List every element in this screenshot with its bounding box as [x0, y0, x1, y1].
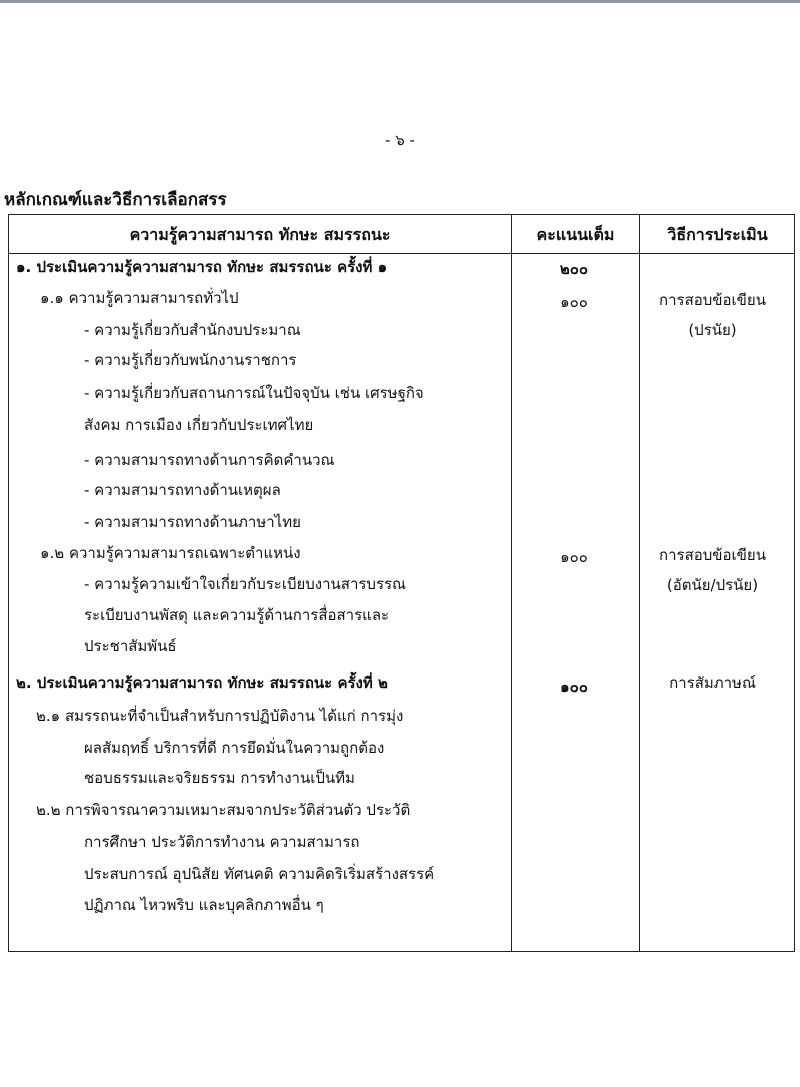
- list-item: - ความสามารถทางด้านภาษาไทย: [84, 513, 301, 531]
- top-border-line: [0, 0, 800, 3]
- list-item: - ความรู้เกี่ยวกับสถานการณ์ในปัจจุบัน เช่น เศรษฐกิจ: [84, 384, 424, 402]
- list-item: - ความรู้เกี่ยวกับสำนักงบประมาณ: [84, 321, 301, 339]
- subsection-2-2-line: การศึกษา ประวัติการทำงาน ความสามารถ: [84, 833, 360, 851]
- subsection-2-2-line: ประสบการณ์ อุปนิสัย ทัศนคติ ความคิดริเริ่มสร้างสรรค์: [84, 865, 435, 883]
- subsection-1-1-title: ๑.๑ ความรู้ความสามารถทั่วไป: [40, 289, 239, 307]
- subsection-2-2-line: ปฏิภาณ ไหวพริบ และบุคลิกภาพอื่น ๆ: [84, 896, 324, 914]
- subsection-1-2-score: ๑๐๐: [560, 548, 588, 566]
- document-heading: หลักเกณฑ์และวิธีการเลือกสรร: [4, 190, 227, 210]
- list-item: ระเบียบงานพัสดุ และความรู้ด้านการสื่อสารและ: [84, 606, 390, 624]
- list-item: สังคม การเมือง เกี่ยวกับประเทศไทย: [84, 416, 314, 434]
- subsection-2-1-line: ผลสัมฤทธิ์ บริการที่ดี การยึดมั่นในความถูกต้อง: [84, 739, 385, 757]
- subsection-2-1-line: ชอบธรรมและจริยธรรม การทำงานเป็นทีม: [84, 769, 355, 787]
- column-divider: [511, 215, 512, 951]
- header-competency: ความรู้ความสามารถ ทักษะ สมรรถนะ: [129, 225, 391, 244]
- list-item: - ความรู้เกี่ยวกับพนักงานราชการ: [84, 351, 297, 369]
- section-1-score: ๒๐๐: [559, 260, 589, 278]
- section-2-method: การสัมภาษณ์: [669, 674, 756, 692]
- list-item: - ความสามารถทางด้านการคิดคำนวณ: [84, 451, 335, 469]
- subsection-1-1-method: [640, 285, 785, 345]
- subsection-1-2-title: ๑.๒ ความรู้ความสามารถเฉพาะตำแหน่ง: [40, 544, 301, 562]
- method-line: (อัตนัย/ปรนัย): [666, 576, 759, 594]
- header-method: วิธีการประเมิน: [667, 225, 768, 244]
- section-2-title: ๒. ประเมินความรู้ความสามารถ ทักษะ สมรรถนะ ครั้งที่ ๒: [16, 674, 388, 692]
- method-line: การสอบข้อเขียน: [659, 546, 766, 564]
- page-number: - ๖ -: [385, 131, 415, 149]
- section-1-title: ๑. ประเมินความรู้ความสามารถ ทักษะ สมรรถนะ ครั้งที่ ๑: [16, 258, 388, 276]
- subsection-2-1-line: ๒.๑ สมรรถนะที่จำเป็นสำหรับการปฏิบัติงาน ได้แก่ การมุ่ง: [36, 707, 404, 725]
- list-item: ประชาสัมพันธ์: [84, 637, 177, 655]
- method-line: การสอบข้อเขียน: [659, 291, 766, 309]
- header-full-score: คะแนนเต็ม: [536, 225, 615, 244]
- list-item: - ความสามารถทางด้านเหตุผล: [84, 481, 281, 499]
- subsection-1-2-method: [640, 540, 785, 600]
- method-line: (ปรนัย): [688, 321, 737, 339]
- section-2-score: ๑๐๐: [560, 678, 588, 696]
- list-item: - ความรู้ความเข้าใจเกี่ยวกับระเบียบงานสารบรรณ: [84, 575, 406, 593]
- subsection-2-2-line: ๒.๒ การพิจารณาความเหมาะสมจากประวัติส่วนตัว ประวัติ: [36, 801, 411, 819]
- header-divider: [9, 253, 794, 254]
- subsection-1-1-score: ๑๐๐: [560, 293, 588, 311]
